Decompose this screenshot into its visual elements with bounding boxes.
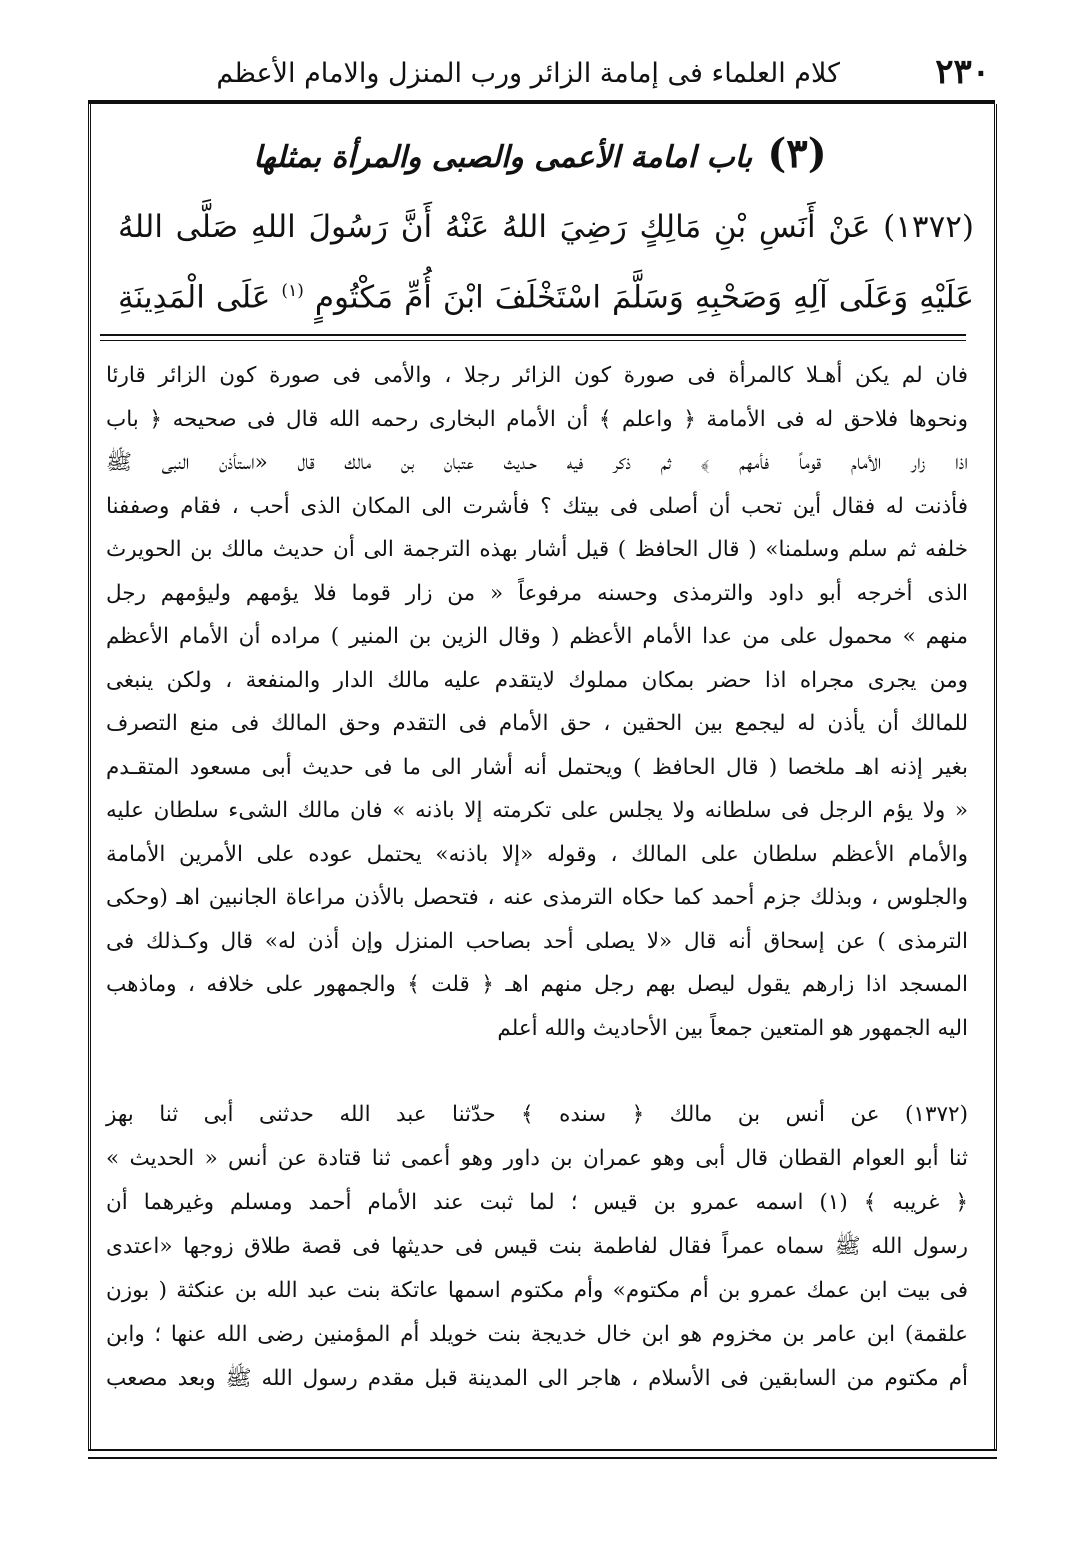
commentary-line: ونحوها فلاحق له فى الأمامة ﴿ واعلم ﴾ أن الأمام البخارى رحمه الله قال فى صحيحه ﴿ باب (106, 406, 968, 432)
hadith-body: (١٣٧٢) عَنْ أَنَسِ بْنِ مَالِكٍ رَضِيَ اللهُ عَنْهُ أَنَّ رَسُولَ اللهِ صَلَّى اللهُ عَلَيْهِ وَعَلَى آلِهِ وَصَحْبِهِ وَسَلَّمَ اسْتَخْلَفَ ابْنَ أُمِّ مَكْتُومٍ (118, 209, 974, 316)
note-line: علقمة) ابن عامر بن مخزوم هو ابن خال خديجة بنت خويلد أم المؤمنين رضى الله عنها ؛ وابن (106, 1322, 968, 1347)
note-line: رسول الله ﷺ سماه عمراً فقال لفاطمة بنت قيس فى حديثها فى قصة طلاق زوجها «اعتدى (106, 1234, 968, 1259)
section-divider (100, 334, 966, 341)
commentary-line: الذى أخرجه أبو داود والترمذى وحسنه مرفوعاً « من زار قوما فلا يؤمهم وليؤمهم رجل (106, 580, 968, 606)
commentary-line: والأمام الأعظم سلطان على المالك ، وقوله «إلا باذنه» يحتمل عوده على الأمرين الأمامة (106, 841, 968, 867)
running-title: كلام العلماء فى إمامة الزائر ورب المنزل والامام الأعظم (216, 58, 840, 89)
note-line: فى بيت ابن عمك عمرو بن أم مكتوم» وأم مكتوم اسمها عاتكة بنت عبد الله بن عنكثة ( بوزن (106, 1278, 968, 1303)
commentary-line: بغير إذنه اهـ ملخصا ( قال الحافظ ) ويحتمل أنه أشار الى ما فى حديث أبى مسعود المتقـدم (106, 754, 968, 780)
footnote-marker: (١) (281, 281, 304, 301)
note-line: (١٣٧٢) عن أنس بن مالك ﴿ سنده ﴾ حدّثنا عبد الله حدثنى أبى ثنا بهز (106, 1102, 968, 1127)
commentary-line: منهم » محمول على من عدا الأمام الأعظم ( وقال الزين بن المنير ) مراده أن الأمام الأعظم (106, 624, 968, 649)
commentary-line: للمالك أن يأذن له ليجمع بين الحقين ، حق الأمام فى التقدم وحق المالك فى منع التصرف (106, 711, 968, 736)
commentary-line: اليه الجمهور هو المتعين جمعاً بين الأحاديث والله أعلم (497, 1015, 968, 1041)
commentary-line: خلفه ثم سلم وسلمنا» ( قال الحافظ ) قيل أشار بهذه الترجمة الى أن حديث مالك بن الحويرث (106, 537, 968, 562)
note-line: ﴿ غريبه ﴾ (١) اسمه عمرو بن قيس ؛ لما ثبت عند الأمام أحمد ومسلم وغيرهما أن (106, 1190, 968, 1215)
chapter-number: (٣) (767, 130, 827, 177)
chapter-heading (100, 130, 980, 177)
commentary-block (106, 354, 968, 1050)
chapter-title: باب امامة الأعمى والصبى والمرأة بمثلها (253, 140, 753, 175)
note-line: ثنا أبو العوام القطان قال أبى وهو عمران بن داور وهو أعمى ثنا قتادة عن أنس « الحديث » (106, 1146, 968, 1171)
commentary-line: المسجد اذا زارهم يقول ليصل بهم رجل منهم اهـ ﴿ قلت ﴾ والجمهور على خلافه ، وماذهب (106, 972, 968, 997)
commentary-line: « ولا يؤم الرجل فى سلطانه ولا يجلس على تكرمته إلا باذنه » فان مالك الشىء سلطان عليه (106, 798, 968, 823)
hadith-text (118, 195, 974, 329)
note-line: أم مكتوم من السابقين فى الأسلام ، هاجر الى المدينة قبل مقدم رسول الله ﷺ وبعد مصعب (106, 1366, 968, 1391)
page-header (90, 48, 990, 98)
commentary-line: اذا زار الأمام قوماً فأمهم ﴾ ثم ذكر فيه حـديث عتبان بن مالك قال «استأذن النبى ﷺ (106, 450, 968, 475)
page-number: ٢٣٠ (935, 52, 990, 92)
commentary-line: فان لم يكن أهـلا كالمرأة فى صورة كون الزائر رجلا ، والأمى فى صورة كون الزائر قارئا (106, 363, 968, 388)
commentary-line: ومن يجرى مجراه اذا حضر بمكان مملوك لايتقدم عليه مالك الدار والمنفعة ، ولكن ينبغى (106, 667, 968, 693)
hadith-body-end: عَلَى الْمَدِينَةِ (118, 279, 271, 316)
commentary-line: فأذنت له فقال أين تحب أن أصلى فى بيتك ؟ فأشرت الى المكان الذى أحب ، فقام وصففنا (106, 493, 968, 519)
commentary-line: والجلوس ، وبذلك جزم أحمد كما حكاه الترمذى عنه ، فتحصل بالأذن مراعاة الجانبين اهـ (وحكى (106, 885, 968, 910)
notes-block (106, 1093, 968, 1401)
commentary-line: الترمذى ) عن إسحاق أنه قال «لا يصلى أحد بصاحب المنزل وإن أذن له» قال وكـذلك فى (106, 928, 968, 954)
bottom-rule (88, 1449, 997, 1459)
